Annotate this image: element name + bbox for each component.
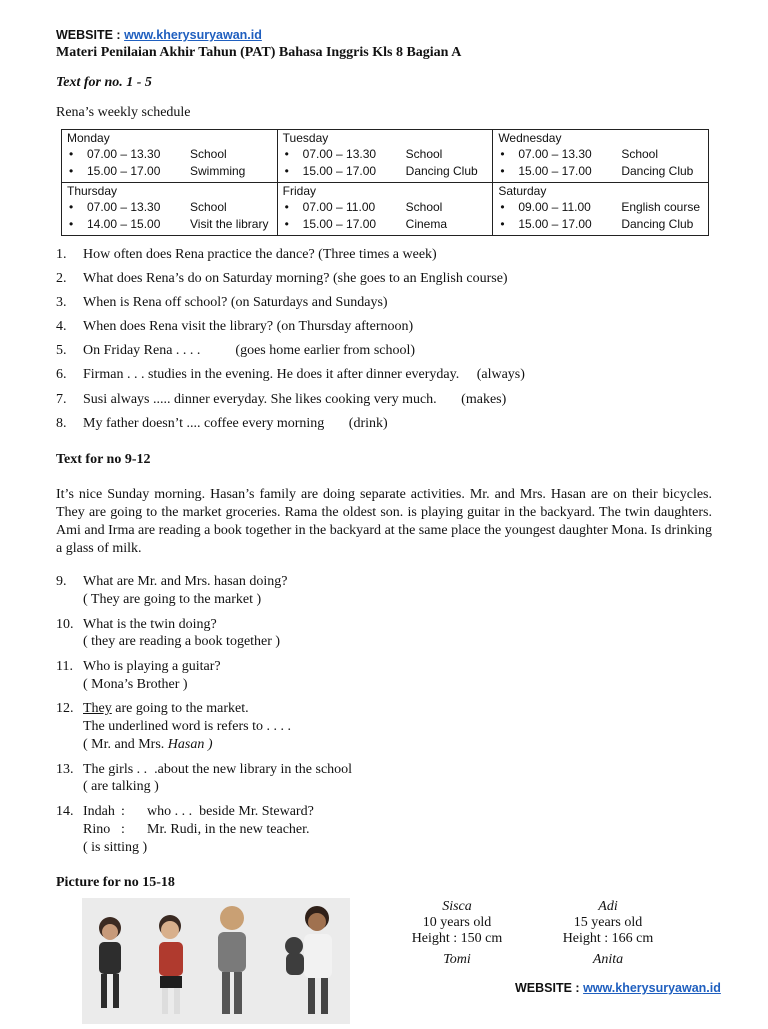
question-10 [56,617,217,633]
question-number: 6. [56,367,67,382]
schedule-cell-friday [277,183,493,236]
schedule-entry: • 07.00 – 11.00 School [284,200,443,214]
answer-text: ( Mr. and Mrs. [83,737,168,752]
question-11 [56,659,221,675]
person-name: Tomi [443,952,471,967]
children-illustration [82,898,350,1024]
schedule-cell-thursday [62,183,278,236]
person-name: Sisca [442,899,472,914]
day-label: Friday [282,184,316,198]
question-text: How often does Rena practice the dance? (Three times a week) [83,247,437,262]
person-height: Height : 150 cm [411,931,503,946]
entry-activity: Swimming [190,164,246,178]
question-4 [56,319,413,335]
question-3 [56,295,388,311]
speaker-name: Rino [83,822,111,837]
answer-14: ( is sitting ) [83,840,148,855]
answer-12 [83,737,213,753]
person-age: 10 years old [422,915,492,930]
person-name: Anita [592,952,624,967]
question-number: 8. [56,416,67,431]
question-14 [56,804,314,820]
answer-10: ( they are reading a book together ) [83,634,281,649]
schedule-cell-wednesday [493,130,709,183]
entry-activity: School [621,147,659,161]
schedule-entry: • 09.00 – 11.00 English course [500,200,701,214]
answer-11: ( Mona’s Brother ) [83,677,188,692]
website-header [56,28,262,42]
question-12-line2: The underlined word is refers to . . . . [83,719,291,734]
entry-activity: School [190,147,227,161]
entry-activity: Dancing Club [621,164,694,178]
entry-activity: Dancing Club [405,164,478,178]
reading-paragraph: It’s nice Sunday morning. Hasan’s family are doing separate activities. Mr. and Mrs. Hasan are on their bicycles. They are going to the market groceries. Rama the oldest son. is playing guitar in the backyard. The twin daughters. Ami and Irma are reading a book together in the backyard at the same place the youngest daughter Mona. Is drinking a glass of milk. [56,487,712,556]
question-number: 1. [56,247,67,262]
answer-italic-text: Hasan ) [167,737,213,752]
person-name: Adi [598,899,618,914]
question-9 [56,574,288,590]
entry-activity: Visit the library [190,217,269,231]
question-text: My father doesn’t .... coffee every morning (drink) [83,416,388,431]
question-number: 7. [56,392,67,407]
dialogue-line: Mr. Rudi, in the new teacher. [147,822,310,837]
schedule-entry: • 07.00 – 13.30 School [69,200,227,214]
schedule-entry: • 14.00 – 15.00 Visit the library [69,217,269,231]
question-number: 13. [56,762,74,777]
question-number: 12. [56,701,74,716]
website-link[interactable]: www.kherysuryawan.id [124,28,262,42]
question-5 [56,343,415,359]
question-text: On Friday Rena . . . . (goes home earlier from school) [83,343,416,358]
entry-time: 07.00 – 13.30 [302,147,377,161]
schedule-entry: • 07.00 – 13.30 School [284,147,443,161]
entry-activity: School [190,200,227,214]
person-height: Height : 166 cm [562,931,654,946]
answer-13: ( are talking ) [83,779,159,794]
question-7 [56,392,506,408]
day-label: Monday [67,131,110,145]
question-text: What does Rena’s do on Saturday morning? (she goes to an English course) [83,271,508,286]
question-12 [56,701,249,717]
day-label: Saturday [498,184,547,198]
entry-activity: School [405,147,443,161]
question-text: Who is playing a guitar? [83,659,221,674]
question-number: 2. [56,271,67,286]
section-heading-15-18: Picture for no 15-18 [56,875,175,890]
question-number: 4. [56,319,67,334]
question-6 [56,367,525,383]
entry-time: 09.00 – 11.00 [518,200,591,214]
speaker-colon: : [121,822,125,837]
question-text: The girls . . .about the new library in the school [83,762,353,777]
children-photo [82,898,350,1024]
question-number: 3. [56,295,67,310]
person-adi [543,899,673,947]
section-heading-1-5: Text for no. 1 - 5 [56,75,152,90]
entry-time: 15.00 – 17.00 [518,217,592,231]
question-number: 11. [56,659,73,674]
entry-time: 14.00 – 15.00 [87,217,161,231]
entry-time: 07.00 – 13.30 [87,147,161,161]
entry-time: 07.00 – 11.00 [302,200,376,214]
schedule-table [61,129,709,236]
schedule-entry: • 07.00 – 13.30 School [69,147,227,161]
person-tomi [392,952,522,968]
section-heading-9-12: Text for no 9-12 [56,452,151,467]
underlined-word: They [83,701,112,716]
schedule-cell-saturday [493,183,709,236]
schedule-cell-tuesday [277,130,493,183]
day-label: Tuesday [282,131,329,145]
website-link[interactable]: www.kherysuryawan.id [583,981,721,995]
entry-time: 15.00 – 17.00 [518,164,592,178]
person-anita [543,952,673,968]
schedule-entry: • 07.00 – 13.30 School [500,147,659,161]
question-text: are going to the market. [111,701,249,716]
question-13 [56,762,352,778]
schedule-entry: • 15.00 – 17.00 Dancing Club [500,217,694,231]
person-age: 15 years old [573,915,643,930]
question-number: 14. [56,804,74,819]
question-number: 5. [56,343,67,358]
question-text: When is Rena off school? (on Saturdays and Sundays) [83,295,388,310]
schedule-caption: Rena’s weekly schedule [56,105,191,120]
question-number: 10. [56,617,74,632]
day-label: Wednesday [498,131,562,145]
entry-activity: Cinema [405,217,448,231]
question-14-line2 [83,822,310,838]
day-label: Thursday [67,184,118,198]
schedule-cell-monday [62,130,278,183]
question-text: What is the twin doing? [83,617,217,632]
schedule-entry: • 15.00 – 17.00 Cinema [284,217,448,231]
question-text: Susi always ..... dinner everyday. She likes cooking very much. (makes) [83,392,507,407]
entry-activity: English course [621,200,701,214]
entry-time: 15.00 – 17.00 [302,217,377,231]
speaker-name: Indah [83,804,115,819]
schedule-entry: • 15.00 – 17.00 Dancing Club [284,164,478,178]
question-2 [56,271,508,287]
question-text: Firman . . . studies in the evening. He does it after dinner everyday. (always) [83,367,525,382]
page-title: Materi Penilaian Akhir Tahun (PAT) Bahasa Inggris Kls 8 Bagian A [56,45,462,60]
website-label: WEBSITE : [56,28,121,42]
person-sisca [392,899,522,947]
entry-time: 15.00 – 17.00 [302,164,377,178]
entry-time: 07.00 – 13.30 [87,200,161,214]
answer-9: ( They are going to the market ) [83,592,262,607]
question-number: 9. [56,574,67,589]
schedule-entry: • 15.00 – 17.00 Dancing Club [500,164,694,178]
question-1 [56,247,437,263]
entry-time: 07.00 – 13.30 [518,147,592,161]
entry-activity: Dancing Club [621,217,694,231]
question-8 [56,416,388,432]
question-text: What are Mr. and Mrs. hasan doing? [83,574,288,589]
website-label: WEBSITE : [515,981,580,995]
schedule-entry: • 15.00 – 17.00 Swimming [69,164,246,178]
entry-time: 15.00 – 17.00 [87,164,161,178]
dialogue-line: who . . . beside Mr. Steward? [147,804,314,819]
speaker-colon: : [121,804,125,819]
question-text: When does Rena visit the library? (on Thursday afternoon) [83,319,414,334]
website-footer [515,981,721,995]
entry-activity: School [405,200,443,214]
